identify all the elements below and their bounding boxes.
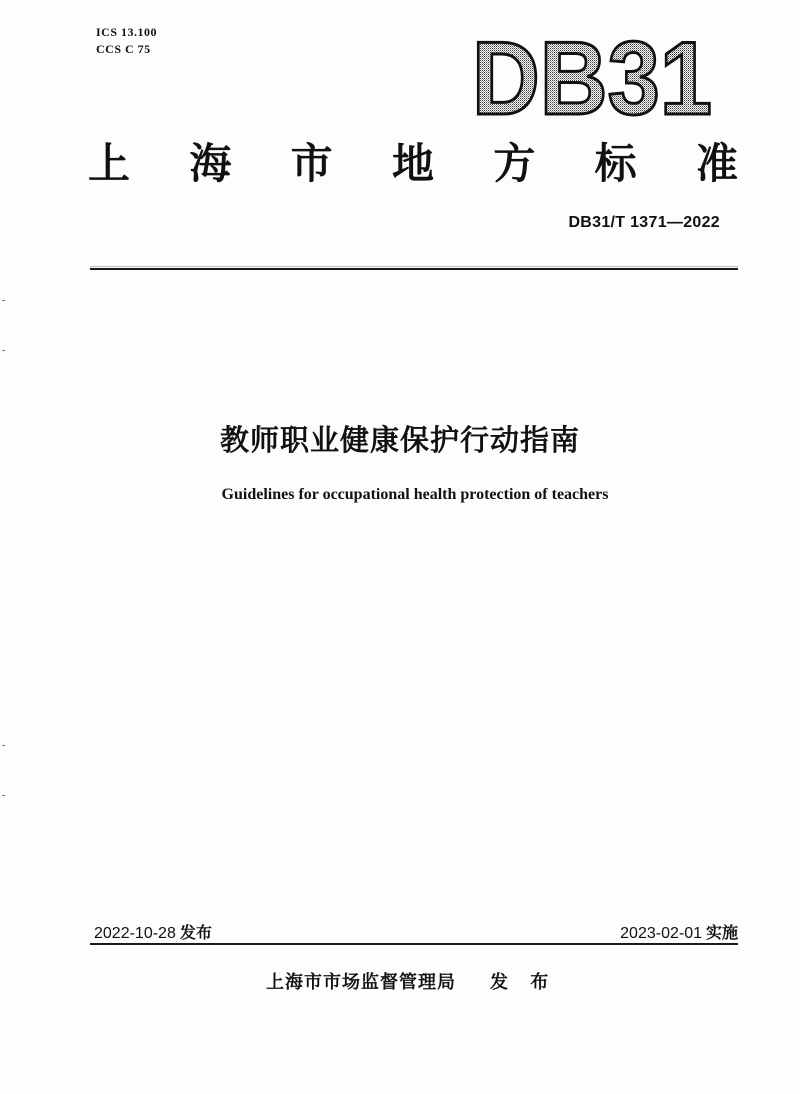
scan-speck <box>2 350 5 351</box>
scan-speck <box>2 745 5 746</box>
publisher-verb: 发 布 <box>490 972 557 993</box>
standard-type-char: 标 <box>594 139 637 188</box>
standard-type-char: 上 <box>88 139 131 188</box>
implementation-date: 2023-02-01 <box>620 925 702 942</box>
implementation-date-line <box>620 920 738 943</box>
standard-type-char: 海 <box>189 139 232 188</box>
standard-type-char: 市 <box>290 139 333 188</box>
issue-date: 2022-10-28 <box>94 925 176 942</box>
svg-text:DB31: DB31 <box>472 26 712 126</box>
standard-type-char: 地 <box>391 139 434 188</box>
ccs-code: CCS C 75 <box>96 42 151 56</box>
standard-type-char: 准 <box>695 139 738 188</box>
bottom-divider <box>90 943 738 945</box>
standard-number: DB31/T 1371—2022 <box>568 214 720 231</box>
implementation-label: 实施 <box>705 923 738 942</box>
db31-emblem-icon <box>468 26 718 126</box>
scan-speck <box>2 300 5 301</box>
ics-code: ICS 13.100 <box>96 25 158 39</box>
top-divider-shadow <box>90 266 738 267</box>
issue-label: 发布 <box>179 923 212 942</box>
issue-date-line <box>94 920 212 943</box>
standard-type-heading <box>88 138 738 190</box>
classification-codes <box>96 24 157 58</box>
document-title-chinese: 教师职业健康保护行动指南 <box>219 423 580 457</box>
scan-speck <box>2 795 5 796</box>
publisher-name: 上海市市场监督管理局 <box>266 972 456 993</box>
top-divider <box>90 268 738 270</box>
document-title-english: Guidelines for occupational health protection of teachers <box>221 486 609 503</box>
publisher-line <box>266 968 556 994</box>
standard-type-char: 方 <box>493 139 536 188</box>
